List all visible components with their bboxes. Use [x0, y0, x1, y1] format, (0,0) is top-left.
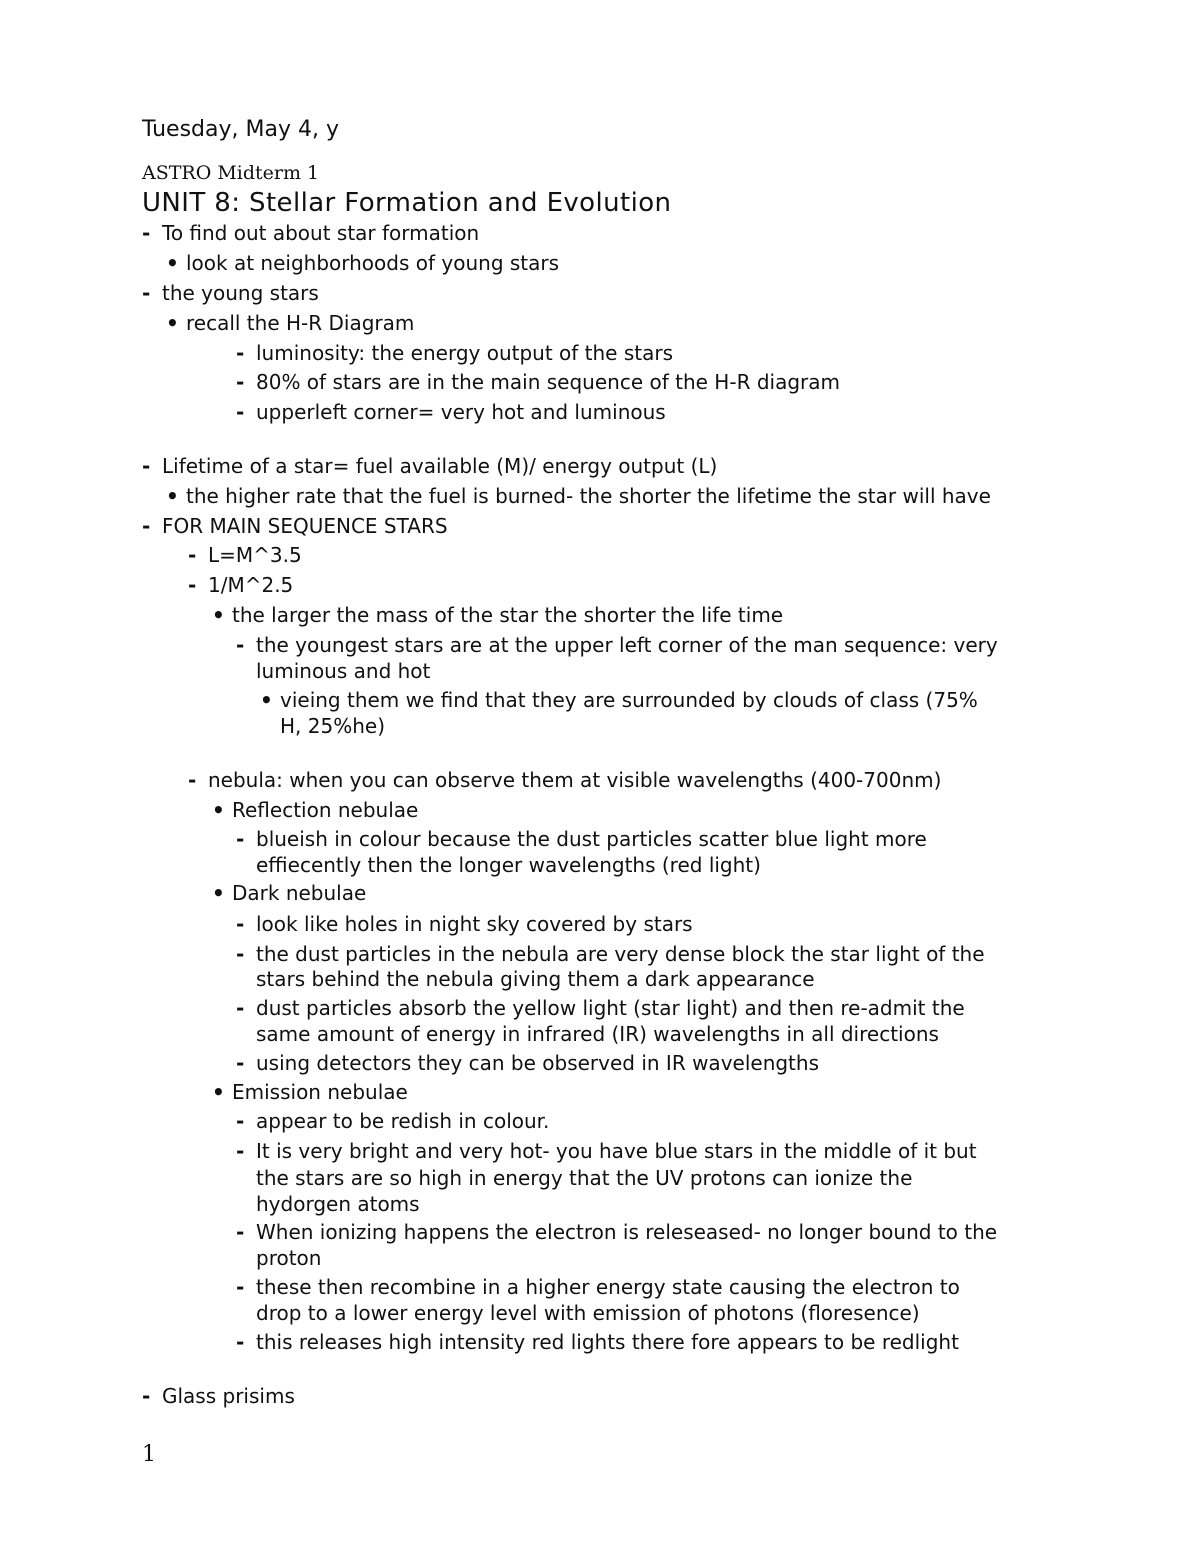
note-line: effiecently then the longer wavelengths (red light) — [256, 853, 761, 877]
note-line: these then recombine in a higher energy state causing the electron to — [256, 1275, 960, 1299]
dash-marker: - — [142, 221, 151, 245]
course-title: ASTRO Midterm 1 — [142, 162, 320, 184]
note-line: To find out about star formation — [162, 221, 480, 245]
bullet-marker: • — [166, 311, 179, 335]
bullet-marker: • — [212, 798, 225, 822]
note-line: luminous and hot — [256, 659, 431, 683]
dash-marker: - — [236, 1275, 245, 1299]
note-line: the youngest stars are at the upper left corner of the man sequence: very — [256, 633, 998, 657]
note-line: dust particles absorb the yellow light (star light) and then re-admit the — [256, 996, 965, 1020]
note-line: stars behind the nebula giving them a dark appearance — [256, 967, 815, 991]
note-line: hydorgen atoms — [256, 1192, 420, 1216]
dash-marker: - — [236, 996, 245, 1020]
dash-marker: - — [236, 341, 245, 365]
dash-marker: - — [236, 912, 245, 936]
note-line: 1/M^2.5 — [208, 573, 294, 597]
note-line: Lifetime of a star= fuel available (M)/ energy output (L) — [162, 454, 718, 478]
note-line: Dark nebulae — [232, 881, 367, 905]
note-line: the dust particles in the nebula are very dense block the star light of the — [256, 942, 985, 966]
dash-marker: - — [142, 1384, 151, 1408]
dash-marker: - — [236, 1220, 245, 1244]
note-line: the larger the mass of the star the shorter the life time — [232, 603, 784, 627]
note-line: FOR MAIN SEQUENCE STARS — [162, 514, 448, 538]
bullet-marker: • — [212, 603, 225, 627]
dash-marker: - — [142, 514, 151, 538]
note-line: appear to be redish in colour. — [256, 1109, 550, 1133]
dash-marker: - — [188, 768, 197, 792]
dash-marker: - — [236, 400, 245, 424]
dash-marker: - — [188, 573, 197, 597]
dash-marker: - — [236, 1109, 245, 1133]
page-number: 1 — [142, 1442, 156, 1467]
note-line: When ionizing happens the electron is releseased- no longer bound to the — [256, 1220, 998, 1244]
note-line: blueish in colour because the dust particles scatter blue light more — [256, 827, 927, 851]
bullet-marker: • — [166, 484, 179, 508]
bullet-marker: • — [212, 1080, 225, 1104]
unit-heading: UNIT 8: Stellar Formation and Evolution — [142, 188, 672, 218]
dash-marker: - — [236, 1139, 245, 1163]
dash-marker: - — [236, 942, 245, 966]
note-line: Glass prisims — [162, 1384, 295, 1408]
note-line: recall the H-R Diagram — [186, 311, 415, 335]
note-line: this releases high intensity red lights there fore appears to be redlight — [256, 1330, 959, 1354]
dash-marker: - — [236, 1051, 245, 1075]
note-line: the young stars — [162, 281, 319, 305]
note-line: the higher rate that the fuel is burned- the shorter the lifetime the star will have — [186, 484, 991, 508]
note-line: look at neighborhoods of young stars — [186, 251, 560, 275]
bullet-marker: • — [166, 251, 179, 275]
dash-marker: - — [236, 370, 245, 394]
note-line: proton — [256, 1246, 322, 1270]
dash-marker: - — [188, 543, 197, 567]
note-line: same amount of energy in infrared (IR) wavelengths in all directions — [256, 1022, 939, 1046]
note-line: H, 25%he) — [280, 714, 385, 738]
note-line: look like holes in night sky covered by stars — [256, 912, 693, 936]
note-line: vieing them we find that they are surrounded by clouds of class (75% — [280, 688, 978, 712]
bullet-marker: • — [212, 881, 225, 905]
note-line: luminosity: the energy output of the stars — [256, 341, 674, 365]
note-line: 80% of stars are in the main sequence of the H-R diagram — [256, 370, 840, 394]
dash-marker: - — [236, 1330, 245, 1354]
note-line: using detectors they can be observed in IR wavelengths — [256, 1051, 819, 1075]
bullet-marker: • — [260, 688, 273, 712]
note-line: Emission nebulae — [232, 1080, 408, 1104]
note-line: the stars are so high in energy that the UV protons can ionize the — [256, 1166, 913, 1190]
dash-marker: - — [142, 454, 151, 478]
dash-marker: - — [236, 827, 245, 851]
note-line: upperleft corner= very hot and luminous — [256, 400, 666, 424]
note-line: L=M^3.5 — [208, 543, 302, 567]
note-line: It is very bright and very hot- you have blue stars in the middle of it but — [256, 1139, 977, 1163]
note-date: Tuesday, May 4, y — [142, 117, 339, 142]
note-line: drop to a lower energy level with emission of photons (floresence) — [256, 1301, 920, 1325]
dash-marker: - — [142, 281, 151, 305]
dash-marker: - — [236, 633, 245, 657]
note-line: Reflection nebulae — [232, 798, 419, 822]
note-line: nebula: when you can observe them at visible wavelengths (400-700nm) — [208, 768, 942, 792]
